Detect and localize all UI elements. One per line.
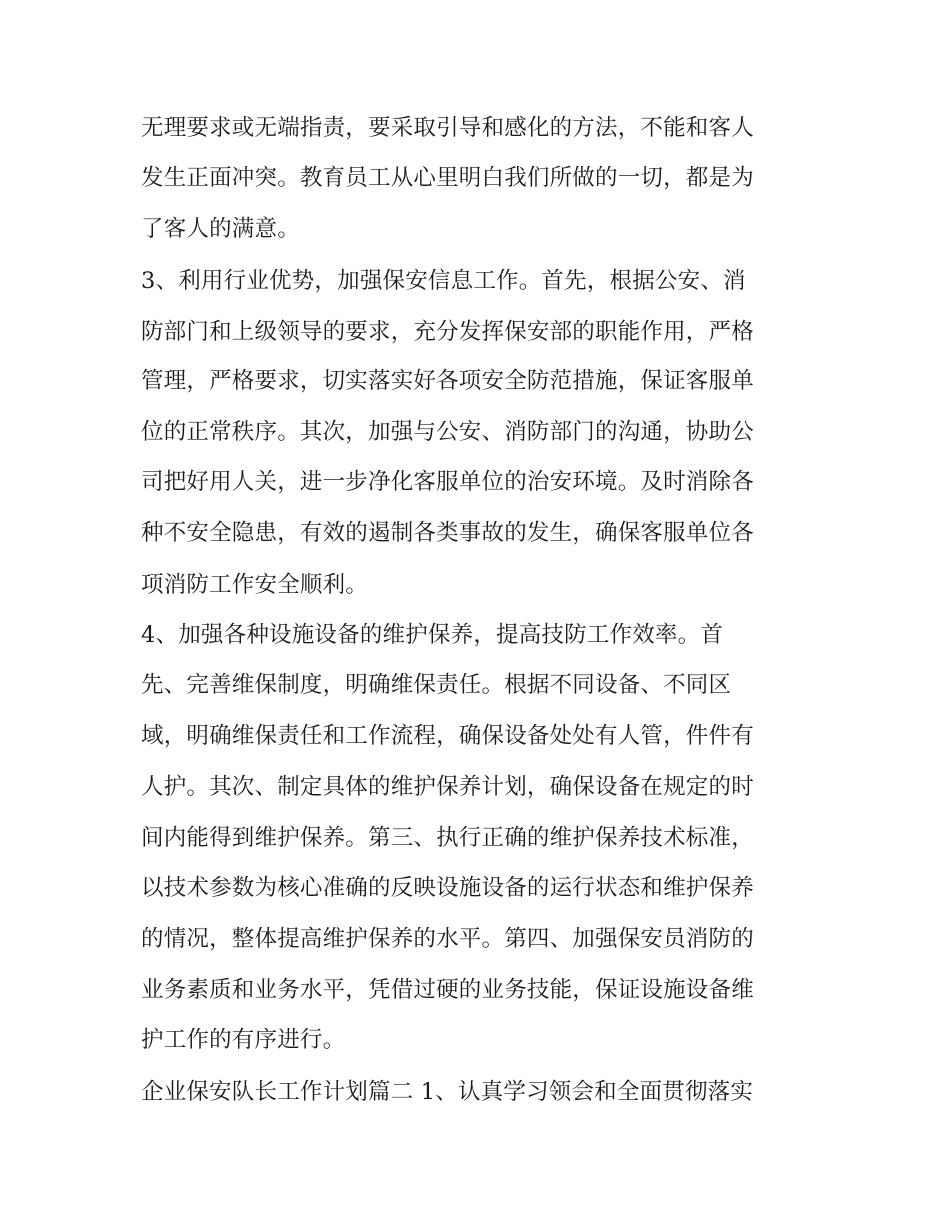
text-line: 司把好用人关，进一步净化客服单位的治安环境。及时消除各 [141,469,754,495]
text-line: 业务素质和业务水平，凭借过硬的业务技能，保证设施设备维 [141,977,754,1003]
text-line: 种不安全隐患，有效的遏制各类事故的发生，确保客服单位各 [141,520,754,546]
text-line: 位的正常秩序。其次，加强与公安、消防部门的沟通，协助公 [141,419,754,445]
text-line: 域，明确维保责任和工作流程，确保设备处处有人管，件件有 [141,723,754,749]
text-line: 间内能得到维护保养。第三、执行正确的维护保养技术标准， [141,825,754,851]
text-line: 了客人的满意。 [141,216,300,242]
text-line: 先、完善维保制度，明确维保责任。根据不同设备、不同区 [141,672,732,698]
text-line: 防部门和上级领导的要求，充分发挥保安部的职能作用，严格 [141,319,754,345]
text-line: 项消防工作安全顺利。 [141,572,369,598]
text-line: 企业保安队长工作计划篇二 1、认真学习领会和全面贯彻落实 [141,1079,754,1105]
text-line: 人护。其次、制定具体的维护保养计划，确保设备在规定的时 [141,774,754,800]
text-line: 3、利用行业优势，加强保安信息工作。首先，根据公安、消 [141,268,746,294]
text-line: 发生正面冲突。教育员工从心里明白我们所做的一切，都是为 [141,165,754,191]
text-line: 4、加强各种设施设备的维护保养，提高技防工作效率。首 [141,622,724,648]
text-line: 管理，严格要求，切实落实好各项安全防范措施，保证客服单 [141,368,754,394]
text-line: 无理要求或无端指责，要采取引导和感化的方法，不能和客人 [141,115,754,141]
text-line: 的情况，整体提高维护保养的水平。第四、加强保安员消防的 [141,926,754,952]
text-line: 以技术参数为核心准确的反映设施设备的运行状态和维护保养 [141,875,754,901]
text-line: 护工作的有序进行。 [141,1027,346,1053]
